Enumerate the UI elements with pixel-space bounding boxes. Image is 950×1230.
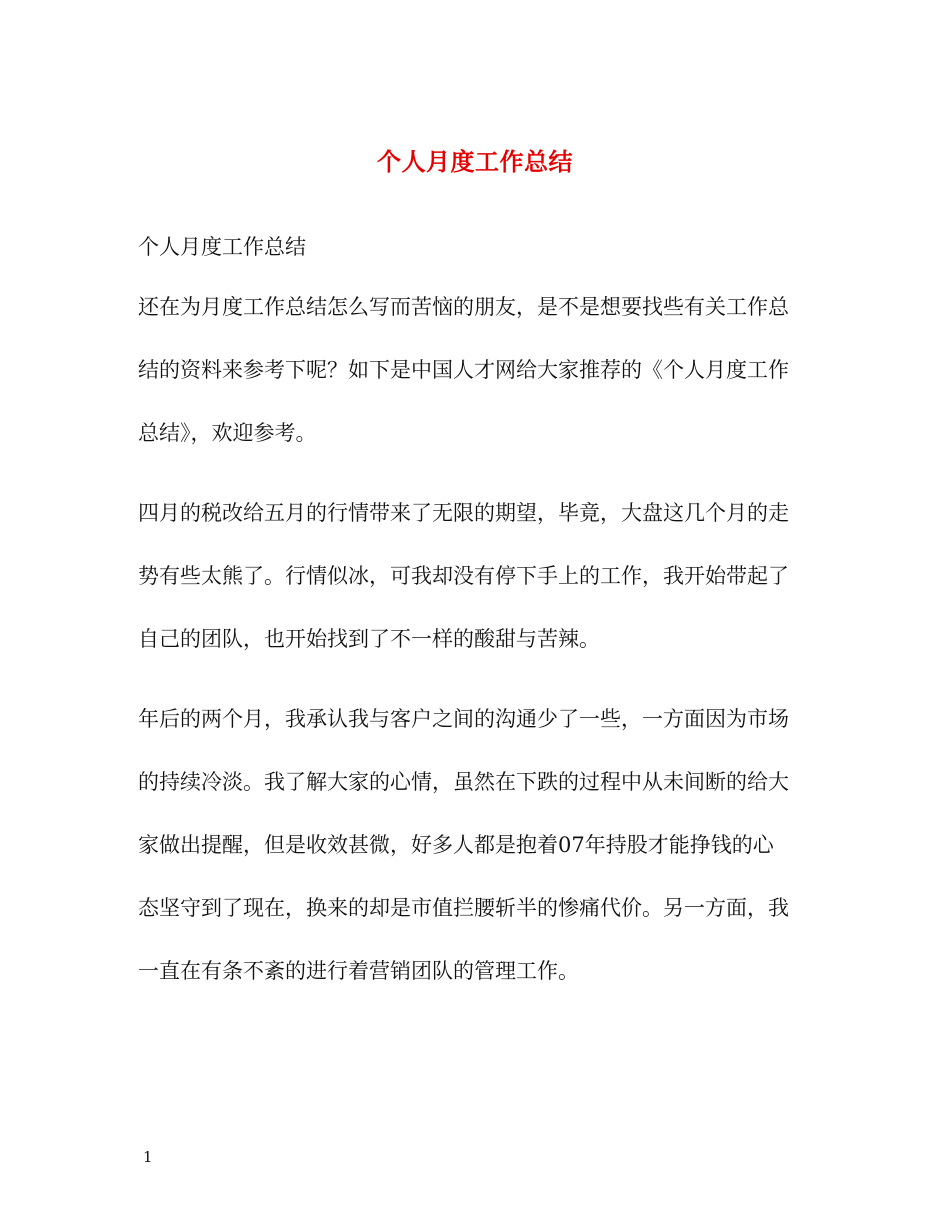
document-subtitle: 个人月度工作总结 [138, 235, 306, 259]
paragraph-line: 结的资料来参考下呢？如下是中国人才网给大家推荐的《个人月度工作 [138, 358, 789, 382]
paragraph-line: 总结》，欢迎参考。 [138, 421, 317, 445]
document-title: 个人月度工作总结 [377, 147, 573, 176]
page-number: 1 [143, 1148, 153, 1166]
paragraph-line: 自己的团队，也开始找到了不一样的酸甜与苦辣。 [138, 627, 600, 651]
paragraph-intro [138, 292, 818, 481]
paragraph-line: 的持续冷淡。我了解大家的心情，虽然在下跌的过程中从未间断的给大 [138, 770, 789, 794]
paragraph-line: 年后的两个月，我承认我与客户之间的沟通少了一些，一方面因为市场 [138, 707, 789, 731]
paragraph-line: 四月的税改给五月的行情带来了无限的期望，毕竟，大盘这几个月的走 [138, 501, 789, 525]
paragraph-line: 态坚守到了现在，换来的却是市值拦腰斩半的惨痛代价。另一方面，我 [138, 896, 789, 920]
paragraph-line: 家做出提醒，但是收效甚微，好多人都是抱着07年持股才能挣钱的心 [138, 833, 774, 857]
paragraph-line: 还在为月度工作总结怎么写而苦恼的朋友，是不是想要找些有关工作总 [138, 295, 789, 319]
paragraph-line: 一直在有条不紊的进行着营销团队的管理工作。 [138, 959, 579, 983]
paragraph-after-new-year [138, 704, 818, 1019]
paragraph-april [138, 498, 818, 687]
paragraph-line: 势有些太熊了。行情似冰，可我却没有停下手上的工作，我开始带起了 [138, 564, 789, 588]
